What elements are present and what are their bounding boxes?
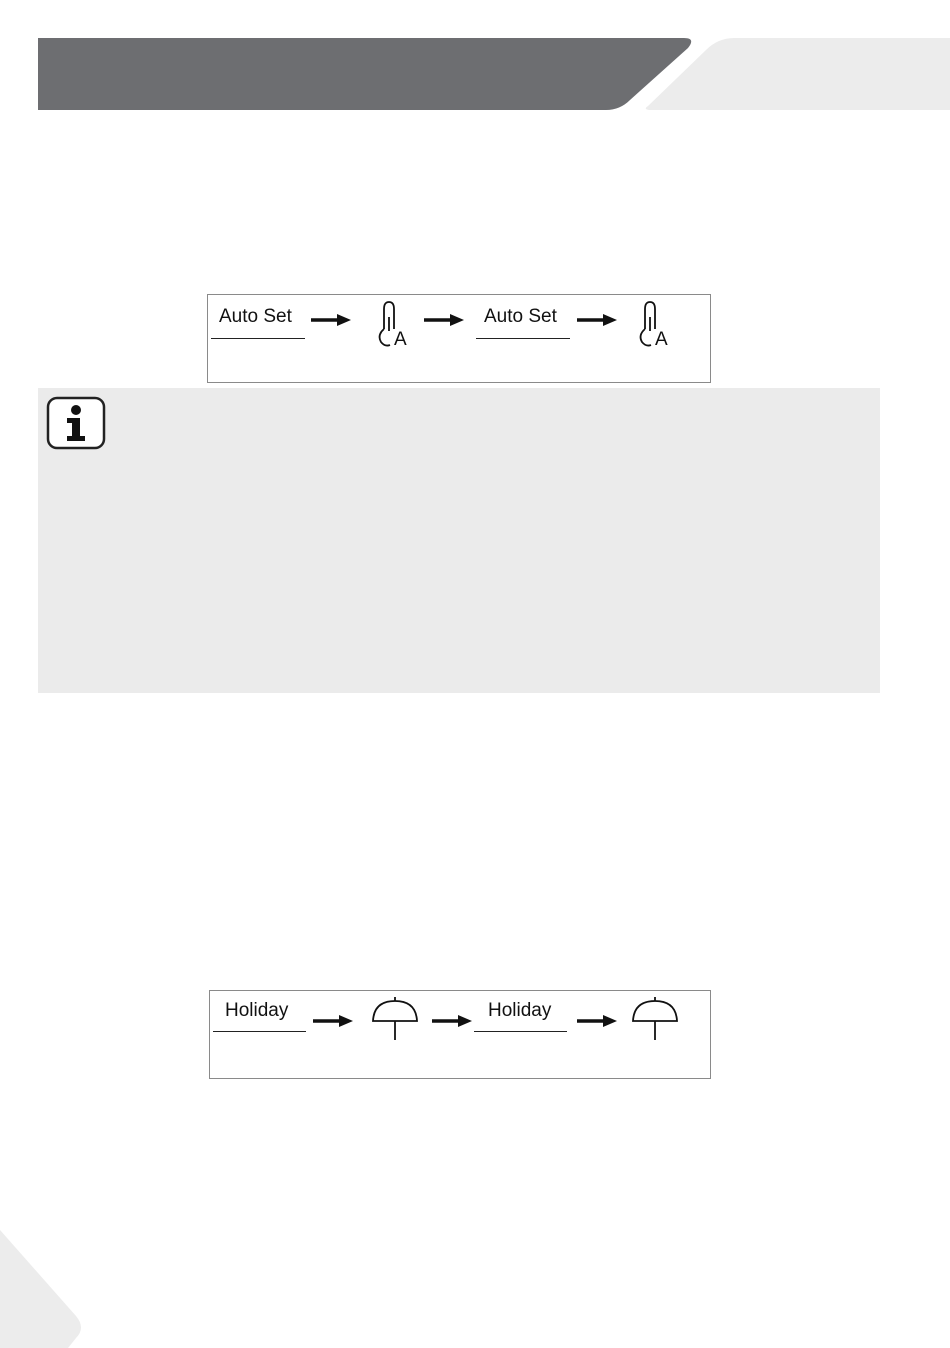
holiday-label-underline: [213, 1031, 306, 1032]
arrow-right-icon: [575, 1014, 619, 1028]
auto-set-thermometer-icon: [629, 299, 673, 349]
header-dark-tab: [38, 38, 691, 110]
arrow-right-icon: [430, 1014, 474, 1028]
corner-decoration: [0, 1230, 100, 1348]
info-icon: [46, 396, 106, 450]
auto-set-label: Auto Set: [484, 306, 557, 327]
info-note-panel: [38, 388, 880, 693]
arrow-right-icon: [311, 1014, 355, 1028]
arrow-right-icon: [309, 313, 353, 327]
header-banner: [0, 0, 950, 115]
auto-set-label-underline: [476, 338, 570, 339]
arrow-right-icon: [422, 313, 466, 327]
auto-set-label-underline: [211, 338, 305, 339]
header-light-tab: [646, 38, 950, 110]
holiday-diagram: [209, 990, 711, 1079]
umbrella-icon: [370, 995, 420, 1041]
auto-set-label: Auto Set: [219, 306, 292, 327]
arrow-right-icon: [575, 313, 619, 327]
umbrella-icon: [630, 995, 680, 1041]
holiday-label: Holiday: [225, 1000, 289, 1021]
svg-text:A: A: [394, 329, 407, 349]
auto-set-diagram: [207, 294, 711, 383]
holiday-label: Holiday: [488, 1000, 552, 1021]
holiday-label-underline: [474, 1031, 567, 1032]
svg-text:A: A: [655, 329, 668, 349]
auto-set-thermometer-icon: [368, 299, 412, 349]
